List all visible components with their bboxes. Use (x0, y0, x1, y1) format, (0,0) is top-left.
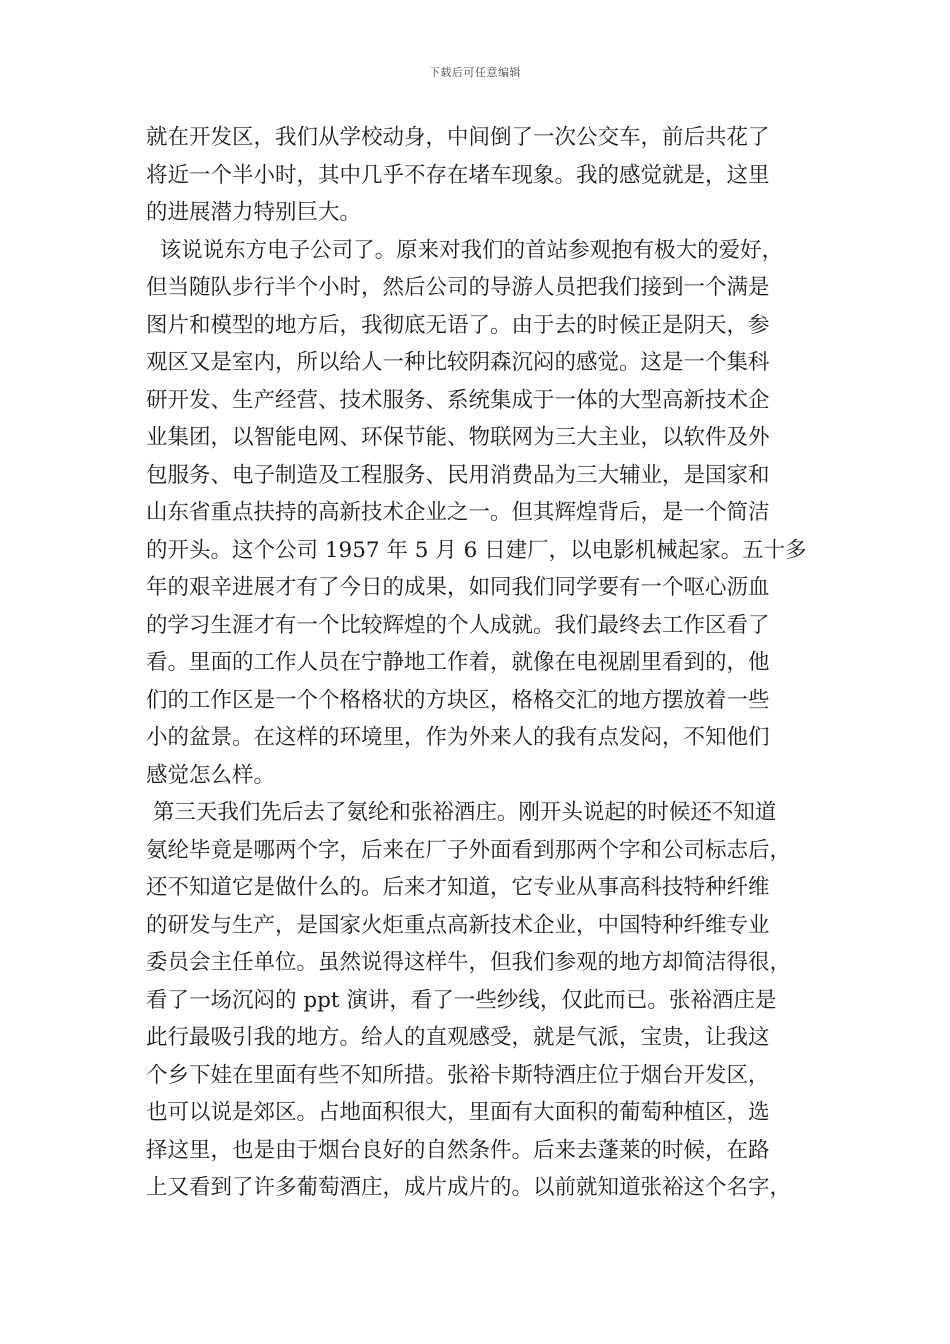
body-line: 此行最吸引我的地方。给人的直观感受，就是气派，宝贵，让我这 (146, 1025, 770, 1050)
body-line: 委员会主任单位。虽然说得这样牛，但我们参观的地方却简洁得很， (146, 950, 792, 975)
body-line: 包服务、电子制造及工程服务、民用消费品为三大辅业，是国家和 (146, 462, 770, 488)
document-body (146, 119, 814, 1207)
body-line: 该说说东方电子公司了。原来对我们的首站参观抱有极大的爱好， (146, 237, 784, 263)
body-line: 氨纶毕竟是哪两个字，后来在厂子外面看到那两个字和公司标志后， (146, 837, 792, 863)
body-line: 的进展潜力特别巨大。 (146, 200, 362, 225)
body-line: 个乡下娃在里面有些不知所措。张裕卡斯特酒庄位于烟台开发区， (146, 1062, 770, 1088)
body-line: 也可以说是郊区。占地面积很大，里面有大面积的葡萄种植区，选 (146, 1100, 770, 1125)
body-line: 图片和模型的地方后，我彻底无语了。由于去的时候正是阴天，参 (146, 312, 770, 338)
body-line: 第三天我们先后去了氨纶和张裕酒庄。刚开头说起的时候还不知道 (146, 800, 777, 825)
body-line: 将近一个半小时，其中几乎不存在堵车现象。我的感觉就是，这里 (146, 162, 770, 188)
body-line: 上又看到了许多葡萄酒庄，成片成片的。以前就知道张裕这个名字， (146, 1175, 792, 1200)
body-line: 看了一场沉闷的 ppt 演讲，看了一些纱线，仅此而已。张裕酒庄是 (146, 987, 777, 1013)
body-line: 的研发与生产，是国家火炬重点高新技术企业，中国特种纤维专业 (146, 912, 770, 938)
body-line: 就在开发区，我们从学校动身，中间倒了一次公交车，前后共花了 (146, 125, 770, 150)
body-line: 看。里面的工作人员在宁静地工作着，就像在电视剧里看到的，他 (146, 650, 770, 675)
page-header-note: 下载后可任意编辑 (429, 66, 521, 79)
body-line: 的开头。这个公司 1957 年 5 月 6 日建厂，以电影机械起家。五十多 (146, 537, 807, 563)
body-line: 的学习生涯才有一个比较辉煌的个人成就。我们最终去工作区看了 (146, 612, 770, 638)
body-line: 山东省重点扶持的高新技术企业之一。但其辉煌背后，是一个简洁 (146, 500, 770, 525)
body-line: 研开发、生产经营、技术服务、系统集成于一体的大型高新技术企 (146, 387, 770, 413)
body-line: 感觉怎么样。 (146, 762, 276, 788)
body-line: 但当随队步行半个小时，然后公司的导游人员把我们接到一个满是 (146, 275, 770, 300)
body-line: 们的工作区是一个个格格状的方块区，格格交汇的地方摆放着一些 (146, 687, 770, 713)
body-line: 年的艰辛进展才有了今日的成果，如同我们同学要有一个呕心沥血 (146, 575, 770, 600)
body-line: 业集团，以智能电网、环保节能、物联网为三大主业，以软件及外 (146, 425, 770, 450)
body-line: 还不知道它是做什么的。后来才知道，它专业从事高科技特种纤维 (146, 875, 770, 900)
body-line: 小的盆景。在这样的环境里，作为外来人的我有点发闷，不知他们 (146, 725, 770, 750)
body-line: 观区又是室内，所以给人一种比较阴森沉闷的感觉。这是一个集科 (146, 350, 770, 375)
body-line: 择这里，也是由于烟台良好的自然条件。后来去蓬莱的时候，在路 (146, 1137, 770, 1163)
